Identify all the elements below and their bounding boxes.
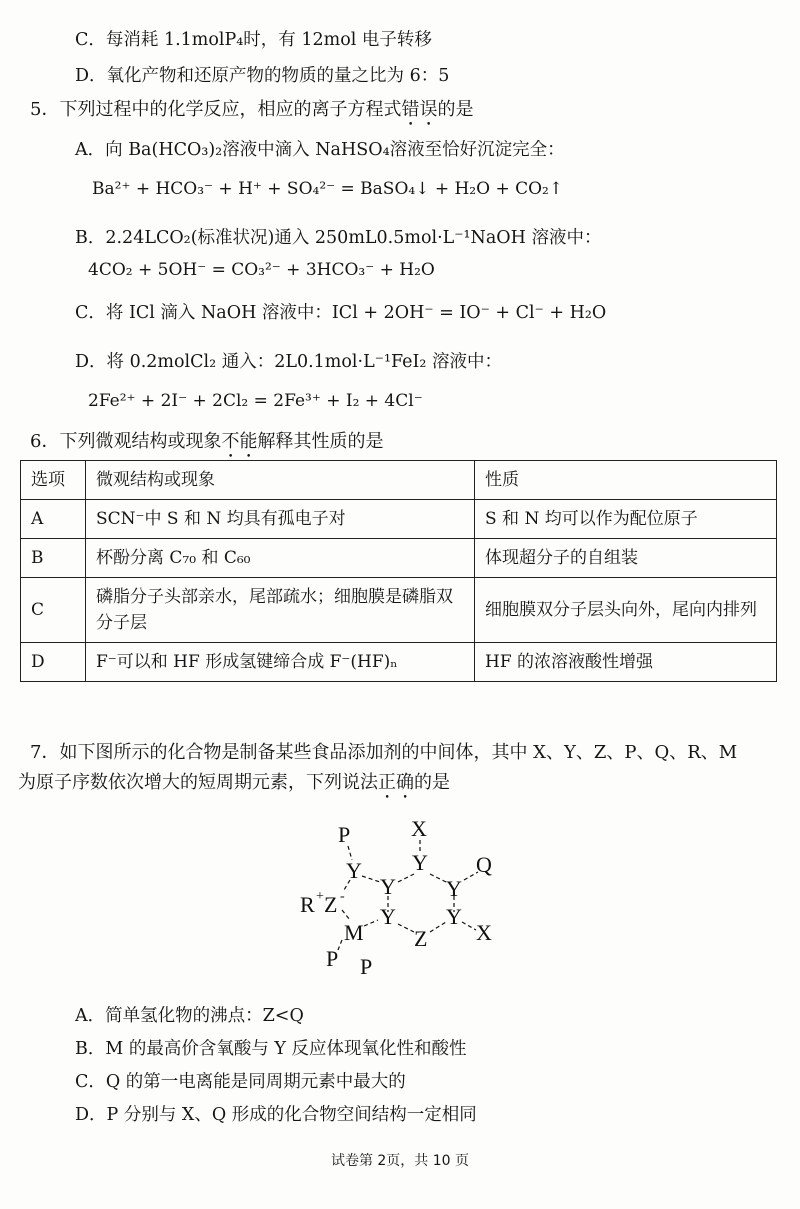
q7-option-c: C．Q 的第一电离能是同周期元素中最大的 bbox=[75, 1072, 406, 1092]
q6-stem: 6．下列微观结构或现象不能解释其性质的是 bbox=[30, 431, 384, 452]
q7-emphasis: 正确 bbox=[378, 772, 414, 793]
atom-x-right: X bbox=[476, 920, 492, 945]
q5-option-b: B．2.24LCO₂(标准状况)通入 250mL0.5mol·L⁻¹NaOH 溶液中： bbox=[75, 228, 602, 248]
atom-y-right: Y bbox=[446, 876, 462, 901]
atom-y-center: Y bbox=[380, 874, 396, 899]
row-d-structure: F⁻可以和 HF 形成氢键缔合成 F⁻(HF)ₙ bbox=[86, 643, 475, 682]
bond bbox=[364, 920, 378, 926]
q7-option-d: D．P 分别与 X、Q 形成的化合物空间结构一定相同 bbox=[75, 1105, 477, 1125]
q5-equation-d: 2Fe²⁺ + 2I⁻ + 2Cl₂ = 2Fe³⁺ + I₂ + 4Cl⁻ bbox=[88, 391, 423, 411]
q7-option-b: B．M 的最高价含氧酸与 Y 反应体现氧化性和酸性 bbox=[75, 1039, 467, 1059]
bond bbox=[462, 922, 476, 930]
atom-m: M bbox=[344, 920, 364, 945]
bond bbox=[362, 876, 380, 882]
table-row bbox=[21, 539, 777, 578]
charge-plus: + bbox=[316, 889, 324, 904]
q5-option-a: A．向 Ba(HCO₃)₂溶液中滴入 NaHSO₄溶液至恰好沉淀完全： bbox=[75, 140, 565, 160]
q5-option-c: C．将 ICl 滴入 NaOH 溶液中：ICl + 2OH⁻ = IO⁻ + Cl⁻ + H₂O bbox=[75, 303, 607, 323]
row-d-option: D bbox=[21, 643, 86, 682]
row-c-option: C bbox=[21, 578, 86, 643]
q7-stem-line2: 为原子序数依次增大的短周期元素，下列说法正确的是 bbox=[18, 772, 450, 793]
atom-q: Q bbox=[476, 852, 492, 877]
q7-stem-line1: 7．如下图所示的化合物是制备某些食品添加剂的中间体，其中 X、Y、Z、P、Q、R、M bbox=[30, 742, 738, 763]
bond bbox=[430, 874, 446, 882]
row-a-property: S 和 N 均可以作为配位原子 bbox=[475, 500, 777, 539]
table-row bbox=[21, 500, 777, 539]
atom-y-lower: Y bbox=[380, 904, 396, 929]
bond bbox=[398, 874, 414, 882]
row-c-property: 细胞膜双分子层头向外，尾向内排列 bbox=[475, 578, 777, 643]
row-b-structure: 杯酚分离 C₇₀ 和 C₆₀ bbox=[86, 539, 475, 578]
page-footer: 试卷第 2页，共 10 页 bbox=[330, 1153, 470, 1169]
atom-p-lower-left: P bbox=[326, 946, 339, 971]
q7-option-a: A．简单氢化物的沸点：Z<Q bbox=[75, 1006, 304, 1026]
atom-y-top: Y bbox=[412, 850, 428, 875]
row-a-structure: SCN⁻中 S 和 N 均具有孤电子对 bbox=[86, 500, 475, 539]
q4-option-d: D．氧化产物和还原产物的物质的量之比为 6：5 bbox=[75, 66, 450, 86]
q5-emphasis: 错误 bbox=[401, 99, 438, 120]
q5-option-d: D．将 0.2molCl₂ 通入：2L0.1mol·L⁻¹FeI₂ 溶液中： bbox=[75, 352, 502, 372]
bond bbox=[338, 940, 342, 950]
atom-r: R bbox=[300, 892, 315, 917]
bond bbox=[398, 924, 414, 932]
q6-table bbox=[20, 460, 777, 682]
q5-equation-a: Ba²⁺ + HCO₃⁻ + H⁺ + SO₄²⁻ = BaSO₄↓ + H₂O + CO₂↑ bbox=[92, 179, 564, 199]
molecule-structure-diagram bbox=[280, 810, 520, 980]
q5-equation-b: 4CO₂ + 5OH⁻ = CO₃²⁻ + 3HCO₃⁻ + H₂O bbox=[88, 260, 435, 280]
header-property: 性质 bbox=[475, 461, 777, 500]
table-row bbox=[21, 643, 777, 682]
charge-minus: - bbox=[340, 889, 345, 904]
atom-y-left-top: Y bbox=[346, 858, 362, 883]
atom-p-top: P bbox=[338, 822, 351, 847]
atom-y-lower-right: Y bbox=[446, 904, 462, 929]
q4-option-c: C．每消耗 1.1molP₄时，有 12mol 电子转移 bbox=[75, 30, 432, 50]
atom-z-lower: Z bbox=[414, 926, 428, 951]
bond bbox=[342, 910, 350, 920]
q5-stem: 5．下列过程中的化学反应，相应的离子方程式错误的是 bbox=[30, 99, 474, 120]
row-d-property: HF 的浓溶液酸性增强 bbox=[475, 643, 777, 682]
q6-emphasis: 不能 bbox=[221, 431, 258, 452]
row-c-structure: 磷脂分子头部亲水，尾部疏水；细胞膜是磷脂双分子层 bbox=[86, 578, 475, 643]
table-row bbox=[21, 578, 777, 643]
header-structure: 微观结构或现象 bbox=[86, 461, 475, 500]
table-header-row bbox=[21, 461, 777, 500]
atom-x-top: X bbox=[411, 816, 427, 841]
row-b-property: 体现超分子的自组装 bbox=[475, 539, 777, 578]
row-a-option: A bbox=[21, 500, 86, 539]
header-option: 选项 bbox=[21, 461, 86, 500]
row-b-option: B bbox=[21, 539, 86, 578]
atom-z-left: Z bbox=[324, 892, 338, 917]
atom-p-lower: P bbox=[360, 954, 373, 979]
bond bbox=[430, 922, 446, 932]
